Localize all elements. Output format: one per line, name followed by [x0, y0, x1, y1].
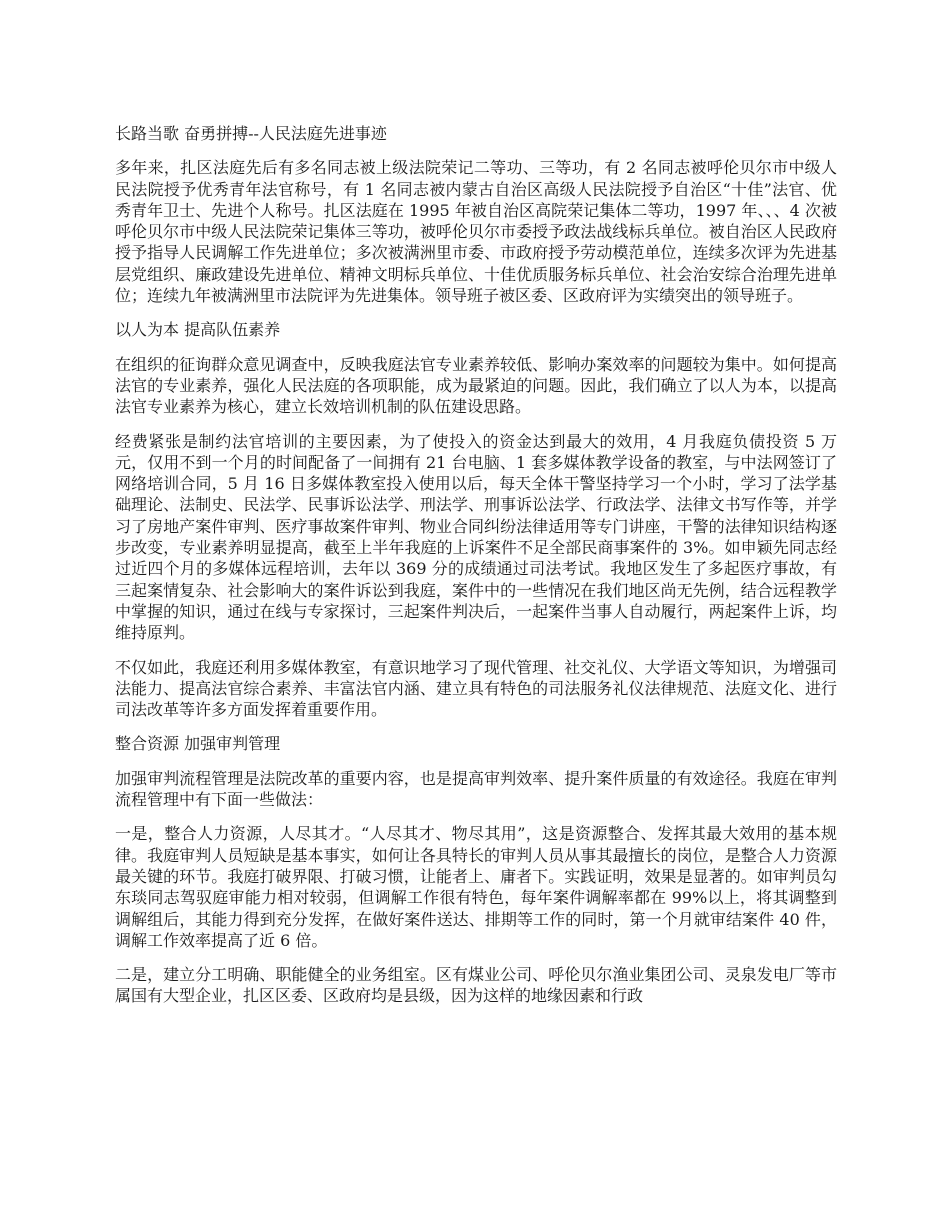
paragraph-training: 经费紧张是制约法官培训的主要因素，为了使投入的资金达到最大的效用，4 月我庭负债投资 5 万元，仅用不到一个月的时间配备了一间拥有 21 台电脑、1 套多媒体教学设备的教室，与中法网签订了网络培训合同，5 月 16 日多媒体教室投入使用以后，每天全体干警坚持学习一个小时，学习了法学基础理论、法制史、民法学、民事诉讼法学、刑法学、刑事诉讼法学、行政法学、法律文书写作等，并学习了房地产案件审判、医疗事故案件审判、物业合同纠纷法律适用等专门讲座，干警的法律知识结构逐步改变，专业素养明显提高，截至上半年我庭的上诉案件不足全部民商事案件的 3%。如申颖先同志经过近四个月的多媒体远程培训，去年以 369 分的成绩通过司法考试。我地区发生了多起医疗事故，有三起案情复杂、社会影响大的案件诉讼到我庭，案件中的一些情况在我们地区尚无先例，结合远程教学中掌握的知识，通过在线与专家探讨，三起案件判决后，一起案件当事人自动履行，两起案件上诉，均维持原判。	[115, 431, 837, 643]
paragraph-second-point: 二是，建立分工明确、职能健全的业务组室。区有煤业公司、呼伦贝尔渔业集团公司、灵泉发电厂等市属国有大型企业，扎区区委、区政府均是县级，因为这样的地缘因素和行政	[115, 965, 837, 1006]
paragraph-survey: 在组织的征询群众意见调查中，反映我庭法官专业素养较低、影响办案效率的问题较为集中。如何提高法官的专业素养，强化人民法庭的各项职能，成为最紧迫的问题。因此，我们确立了以人为本，以提高法官专业素养为核心，建立长效培训机制的队伍建设思路。	[115, 354, 837, 417]
paragraph-multimedia: 不仅如此，我庭还利用多媒体教室，有意识地学习了现代管理、社交礼仪、大学语文等知识，为增强司法能力、提高法官综合素养、丰富法官内涵、建立具有特色的司法服务礼仪法律规范、法庭文化、进行司法改革等许多方面发挥着重要作用。	[115, 657, 837, 720]
section-heading-resources: 整合资源 加强审判管理	[115, 734, 281, 754]
paragraph-first-point: 一是，整合人力资源，人尽其才。“人尽其才、物尽其用”，这是资源整合、发挥其最大效用的基本规律。我庭审判人员短缺是基本事实，如何让各具特长的审判人员从事其最擅长的岗位，是整合人力资源最关键的环节。我庭打破界限、打破习惯，让能者上、庸者下。实践证明，效果是显著的。如审判员勾东琰同志驾驭庭审能力相对较弱，但调解工作很有特色，每年案件调解率都在 99%以上，将其调整到调解组后，其能力得到充分发挥，在做好案件送达、排期等工作的同时，第一个月就审结案件 40 件，调解工作效率提高了近 6 倍。	[115, 824, 837, 950]
paragraph-process-management: 加强审判流程管理是法院改革的重要内容，也是提高审判效率、提升案件质量的有效途径。我庭在审判流程管理中有下面一些做法：	[115, 768, 837, 810]
section-heading-people-first: 以人为本 提高队伍素养	[115, 320, 281, 340]
document-title: 长路当歌 奋勇拼搏--人民法庭先进事迹	[115, 124, 387, 143]
paragraph-honors: 多年来，扎区法庭先后有多名同志被上级法院荣记二等功、三等功，有 2 名同志被呼伦贝尔市中级人民法院授予优秀青年法官称号，有 1 名同志被内蒙古自治区高级人民法院授予自治区“十佳”法官、优秀青年卫士、先进个人称号。扎区法庭在 1995 年被自治区高院荣记集体二等功，1997 年、、、4 次被呼伦贝尔市中级人民法院荣记集体三等功，被呼伦贝尔市委授予政法战线标兵单位。被自治区人民政府授予指导人民调解工作先进单位；多次被满洲里市委、市政府授予劳动模范单位，连续多次评为先进基层党组织、廉政建设先进单位、精神文明标兵单位、十佳优质服务标兵单位、社会治安综合治理先进单位；连续九年被满洲里市法院评为先进集体。领导班子被区委、区政府评为实绩突出的领导班子。	[115, 158, 837, 306]
document-body	[115, 123, 837, 1020]
